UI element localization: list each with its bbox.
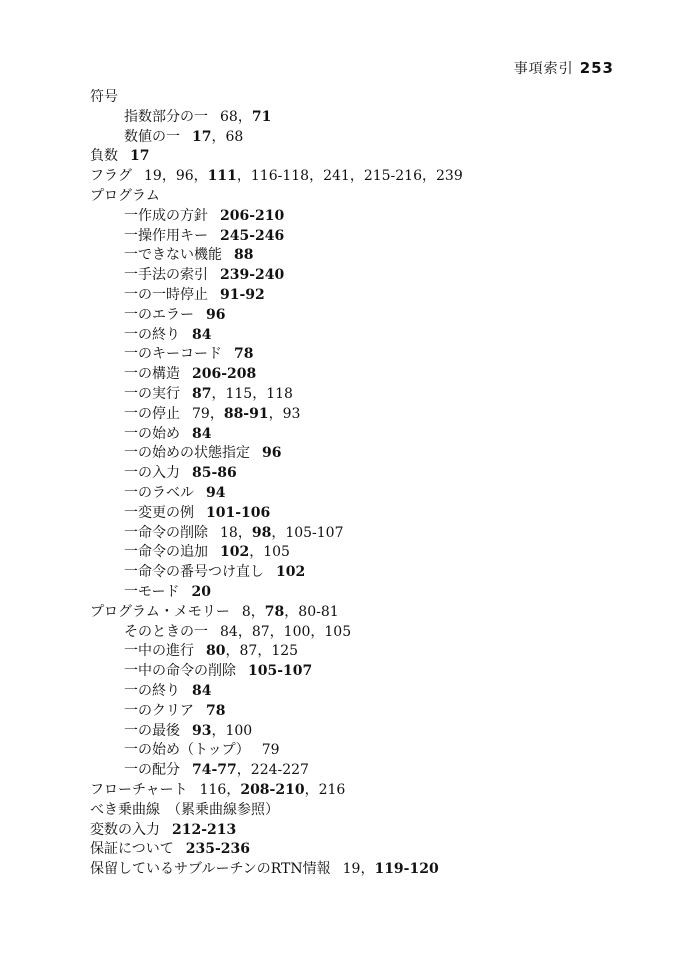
entry-pages: 80，87，125 <box>206 643 299 659</box>
index-entry <box>90 780 345 800</box>
index-subentry <box>124 384 293 404</box>
entry-term: 一命令の削除 <box>124 525 208 541</box>
page-ref: 216 <box>318 782 346 798</box>
page-ref: 8 <box>241 604 251 620</box>
page-ref: 101-106 <box>206 505 271 521</box>
entry-term: 保留しているサブルーチンのRTN情報 <box>90 861 331 877</box>
entry-pages: 79，88-91，93 <box>192 406 301 422</box>
page-ref: 100 <box>283 624 311 640</box>
entry-pages <box>220 267 284 283</box>
entry-term: プログラム・メモリー <box>90 604 230 620</box>
page-ref: 80-81 <box>298 604 339 620</box>
index-subentry <box>124 206 284 226</box>
entry-pages <box>130 148 149 164</box>
entry-term: 一中の命令の削除 <box>124 663 236 679</box>
page-ref: 105 <box>324 624 352 640</box>
entry-pages <box>186 841 250 857</box>
page-ref: 68 <box>220 109 238 125</box>
entry-term: 一のクリア <box>124 703 194 719</box>
page-ref: 212-213 <box>172 822 237 838</box>
page-ref: 105-107 <box>248 663 313 679</box>
index-subentry <box>124 661 312 681</box>
header-title: 事項索引 <box>513 61 574 77</box>
entry-pages <box>192 327 211 343</box>
entry-term: 一命令の追加 <box>124 544 208 560</box>
page-ref: 20 <box>191 584 211 600</box>
page-ref: 71 <box>251 109 272 125</box>
entry-pages <box>276 564 305 580</box>
entry-pages <box>206 485 225 501</box>
entry-pages: 19，96，111，116-118，241，215-216，239 <box>144 168 463 184</box>
entry-pages <box>206 703 225 719</box>
entry-term: 数値の一 <box>124 129 180 145</box>
index-subentry <box>124 701 225 721</box>
index-subentry <box>124 483 225 503</box>
page-ref: 235-236 <box>185 841 250 857</box>
index-subentry <box>124 503 270 523</box>
index-entry <box>90 87 118 107</box>
entry-term: べき乗曲線 （累乗曲線参照） <box>90 802 279 818</box>
page-ref: 84 <box>220 624 238 640</box>
page-ref: 87 <box>192 386 212 402</box>
page-ref: 79 <box>192 406 210 422</box>
page-ref: 78 <box>264 604 285 620</box>
entry-term: 一の始め <box>124 426 180 442</box>
page-ref: 111 <box>207 168 237 184</box>
entry-pages <box>172 822 236 838</box>
index-subentry <box>124 721 252 741</box>
entry-term: 一手法の索引 <box>124 267 208 283</box>
entry-pages: 8，78，80-81 <box>241 604 339 620</box>
page-ref: 241 <box>323 168 350 184</box>
entry-term: 一のエラー <box>124 307 194 323</box>
page-ref: 224-227 <box>250 762 309 778</box>
entry-term: 一作成の方針 <box>124 208 208 224</box>
entry-pages <box>220 287 265 303</box>
page-ref: 118 <box>266 386 293 402</box>
page-ref: 17 <box>192 129 212 145</box>
page-ref: 17 <box>130 148 150 164</box>
page-ref: 88-91 <box>223 406 269 422</box>
entry-pages: 17，68 <box>192 129 244 145</box>
page-ref: 102 <box>276 564 306 580</box>
index-subentry <box>124 107 271 127</box>
page-ref: 116-118 <box>250 168 310 184</box>
page-ref: 105-107 <box>285 525 344 541</box>
index-entry <box>90 800 279 820</box>
page-ref: 239-240 <box>220 267 285 283</box>
entry-term: 一命令の番号つけ直し <box>124 564 264 580</box>
entry-pages <box>220 208 284 224</box>
entry-term: 指数部分の一 <box>124 109 208 125</box>
page-ref: 239 <box>436 168 463 184</box>
page-ref: 93 <box>192 723 212 739</box>
index-subentry <box>124 740 280 760</box>
index-subentry <box>124 265 284 285</box>
entry-pages: 116，208-210，216 <box>199 782 346 798</box>
index-subentry <box>124 562 305 582</box>
page-ref: 119-120 <box>374 861 439 877</box>
page-ref: 115 <box>225 386 253 402</box>
index-subentry <box>124 364 256 384</box>
entry-pages <box>192 465 237 481</box>
page-ref: 87 <box>239 643 258 659</box>
page-ref: 78 <box>234 346 254 362</box>
entry-term: 一の終り <box>124 327 180 343</box>
entry-pages <box>234 247 253 263</box>
entry-term: 一の入力 <box>124 465 180 481</box>
index-subentry <box>124 760 309 780</box>
page-ref: 84 <box>192 327 212 343</box>
entry-term: 一の始めの状態指定 <box>124 445 250 461</box>
entry-term: 一操作用キー <box>124 228 208 244</box>
entry-term: そのときの一 <box>124 624 208 640</box>
entry-term: 一の一時停止 <box>124 287 208 303</box>
entry-term: 一の最後 <box>124 723 180 739</box>
page-ref: 19 <box>342 861 361 877</box>
entry-term: 一できない機能 <box>124 247 222 263</box>
page-ref: 208-210 <box>240 782 305 798</box>
index-entry <box>90 146 149 166</box>
entry-term: フラグ <box>90 168 132 184</box>
entry-term: 一のキーコード <box>124 346 222 362</box>
page-ref: 98 <box>251 525 272 541</box>
page-number: 253 <box>579 59 614 77</box>
page-ref: 96 <box>206 307 226 323</box>
page-ref: 91-92 <box>220 287 265 303</box>
index-subentry <box>124 325 211 345</box>
index-subentry <box>124 245 253 265</box>
page-ref: 245-246 <box>220 228 285 244</box>
entry-term: 保証について <box>90 841 174 857</box>
page-ref: 80 <box>206 643 226 659</box>
index-entry <box>90 820 236 840</box>
index-subentry <box>124 285 265 305</box>
page-ref: 116 <box>199 782 227 798</box>
index-subentry <box>124 404 300 424</box>
index-entry <box>90 859 439 879</box>
index-entry <box>90 166 463 186</box>
entry-term: 一の実行 <box>124 386 180 402</box>
entry-pages: 84，87，100，105 <box>220 624 352 640</box>
index-subentry <box>124 681 211 701</box>
index-subentry <box>124 443 281 463</box>
entry-pages <box>192 426 211 442</box>
index-subentry <box>124 344 253 364</box>
page-ref: 18 <box>220 525 238 541</box>
index-subentry <box>124 305 225 325</box>
entry-pages <box>262 742 280 758</box>
running-header <box>514 58 614 78</box>
page-ref: 96 <box>175 168 194 184</box>
entry-pages <box>262 445 281 461</box>
index-subentry <box>124 226 284 246</box>
entry-pages <box>191 584 210 600</box>
page-ref: 215-216 <box>363 168 422 184</box>
entry-term: 符号 <box>90 89 118 105</box>
entry-pages: 87，115，118 <box>192 386 293 402</box>
entry-pages <box>206 307 225 323</box>
index-subentry <box>124 641 298 661</box>
entry-pages: 74-77，224-227 <box>192 762 309 778</box>
entry-term: フローチャート <box>90 782 188 798</box>
entry-term: 一の構造 <box>124 366 180 382</box>
page-ref: 93 <box>282 406 301 422</box>
page-ref: 100 <box>225 723 253 739</box>
page-ref: 88 <box>234 247 254 263</box>
page-ref: 206-208 <box>192 366 257 382</box>
page-ref: 125 <box>271 643 299 659</box>
entry-term: 一モード <box>124 584 180 600</box>
entry-pages: 68，71 <box>220 109 272 125</box>
entry-term: 一の停止 <box>124 406 180 422</box>
entry-term: 一変更の例 <box>124 505 194 521</box>
entry-pages <box>192 683 211 699</box>
entry-pages <box>192 366 256 382</box>
entry-pages <box>234 346 253 362</box>
entry-pages: 18，98，105-107 <box>220 525 344 541</box>
entry-term: 一の始め（トップ） <box>124 742 250 758</box>
entry-term: プログラム <box>90 188 160 204</box>
entry-pages: 93，100 <box>192 723 253 739</box>
page-ref: 94 <box>206 485 226 501</box>
index-subentry <box>124 424 211 444</box>
page-ref: 96 <box>262 445 282 461</box>
entry-pages: 19，119-120 <box>342 861 439 877</box>
entry-term: 一の配分 <box>124 762 180 778</box>
page-ref: 68 <box>225 129 244 145</box>
entry-term: 一のラベル <box>124 485 194 501</box>
index-entry <box>90 602 339 622</box>
page-ref: 78 <box>206 703 226 719</box>
entry-pages <box>206 505 270 521</box>
index-subentry <box>124 523 344 543</box>
page-ref: 87 <box>251 624 270 640</box>
index-entry <box>90 839 250 859</box>
entry-term: 負数 <box>90 148 118 164</box>
entry-pages: 102，105 <box>220 544 290 560</box>
page-ref: 84 <box>192 683 212 699</box>
entry-pages <box>220 228 284 244</box>
index-subentry <box>124 463 237 483</box>
index-entry <box>90 186 160 206</box>
entry-pages <box>248 663 312 679</box>
page-ref: 105 <box>263 544 290 560</box>
page-ref: 79 <box>261 742 280 758</box>
entry-term: 一の終り <box>124 683 180 699</box>
page-ref: 102 <box>220 544 250 560</box>
page-ref: 84 <box>192 426 212 442</box>
page-ref: 74-77 <box>192 762 237 778</box>
entry-term: 一中の進行 <box>124 643 194 659</box>
page-ref: 19 <box>144 168 162 184</box>
page-ref: 206-210 <box>220 208 285 224</box>
index-subentry <box>124 582 211 602</box>
entry-term: 変数の入力 <box>90 822 160 838</box>
index-subentry <box>124 622 351 642</box>
page-ref: 85-86 <box>192 465 237 481</box>
index-subentry <box>124 127 243 147</box>
index-subentry <box>124 542 290 562</box>
